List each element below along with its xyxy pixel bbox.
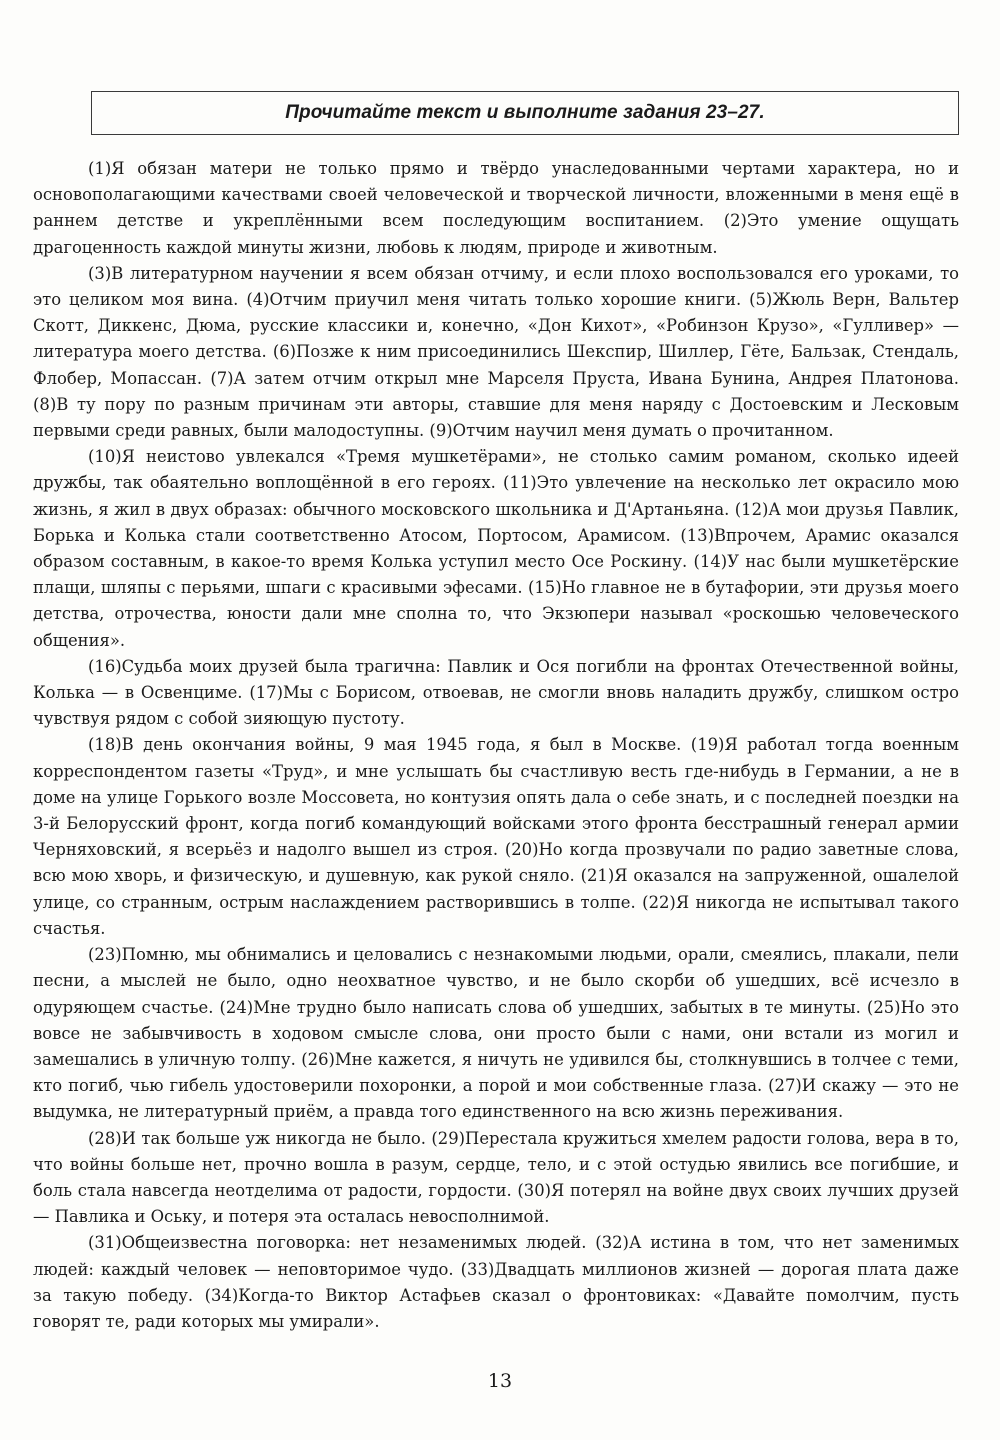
paragraph-2: (3)В литературном научении я всем обязан отчиму, и если плохо воспользовался его уроками, то это целиком моя вина. (4)Отчим приучил меня читать только хорошие книги. (5)Жюль Верн, Вальтер Скотт, Диккенс, Дюма, русские классики и, конечно, «Дон Кихот», «Робинзон Крузо», «Гулливер» — литература моего детства. (6)Позже к ним присоединились Шекспир, Шиллер, Гёте, Бальзак, Стендаль, Флобер, Мопассан. (7)А затем отчим открыл мне Марселя Пруста, Ивана Бунина, Андрея Платонова. (8)В ту пору по разным причинам эти авторы, ставшие для меня наряду с Достоевским и Лесковым первыми среди равных, были малодоступны. (9)Отчим научил меня думать о прочитанном. (33, 263, 959, 441)
paragraph-4: (16)Судьба моих друзей была трагична: Павлик и Ося погибли на фронтах Отечественной войны, Колька — в Освенциме. (17)Мы с Борисом, отвоевав, не смогли вновь наладить дружбу, слишком остро чувствуя рядом с собой зияющую пустоту. (33, 656, 959, 729)
paragraph-5: (18)В день окончания войны, 9 мая 1945 года, я был в Москве. (19)Я работал тогда военным корреспондентом газеты «Труд», и мне услышать бы счастливую весть где-нибудь в Германии, а не в доме на улице Горького возле Моссовета, но контузия опять дала о себе знать, и с последней поездки на 3-й Белорусский фронт, когда погиб командующий войсками этого фронта бесстрашный генерал армии Черняховский, я всерьёз и надолго вышел из строя. (20)Но когда прозвучали по радио заветные слова, всю мою хворь, и физическую, и душевную, как рукой сняло. (21)Я оказался на запруженной, ошалелой улице, со странным, острым наслаждением растворившись в толпе. (22)Я никогда не испытывал такого счастья. (33, 735, 959, 938)
paragraph-8: (31)Общеизвестна поговорка: нет незаменимых людей. (32)А истина в том, что нет заменимых людей: каждый человек — неповторимое чудо. (33)Двадцать миллионов жизней — дорогая плата даже за такую победу. (34)Когда-то Виктор Астафьев сказал о фронтовиках: «Давайте помолчим, пусть говорят те, ради которых мы умирали». (33, 1233, 959, 1331)
instruction-text: Прочитайте текст и выполните задания 23–27. (285, 102, 765, 123)
paragraph-7: (28)И так больше уж никогда не было. (29)Перестала кружиться хмелем радости голова, вера в то, что войны больше нет, прочно вошла в разум, сердце, тело, и с этой остудью явились все погибшие, и боль стала навсегда неотделима от радости, гордости. (30)Я потерял на войне двух своих лучших друзей — Павлика и Оську, и потеря эта осталась невосполнимой. (33, 1128, 959, 1227)
paragraph-1: (1)Я обязан матери не только прямо и твёрдо унаследованными чертами характера, но и основополагающими качествами своей человеческой и творческой личности, вложенными в меня ещё в раннем детстве и укреплёнными всем последующим воспитанием. (2)Это умение ощущать драгоценность каждой минуты жизни, любовь к людям, природе и животным. (33, 159, 959, 257)
instruction-box (91, 91, 959, 135)
reading-text (33, 156, 959, 1335)
paragraph-3: (10)Я неистово увлекался «Тремя мушкетёрами», не столько самим романом, сколько идеей дружбы, так обаятельно воплощённой в его героях. (11)Это увлечение на несколько лет окрасило мою жизнь, я жил в двух образах: обычного московского школьника и Д'Артаньяна. (12)А мои друзья Павлик, Борька и Колька стали соответственно Атосом, Портосом, Арамисом. (13)Впрочем, Арамис оказался образом составным, в какое-то время Колька уступил место Осе Роскину. (14)У нас были мушкетёрские плащи, шляпы с перьями, шпаги с красивыми эфесами. (15)Но главное не в бутафории, эти друзья моего детства, отрочества, юности дали мне сполна то, что Экзюпери называл «роскошью человеческого общения». (33, 447, 959, 650)
page-number: 13 (487, 1370, 513, 1392)
paragraph-6: (23)Помню, мы обнимались и целовались с незнакомыми людьми, орали, смеялись, плакали, пели песни, а мыслей не было, одно неохватное чувство, и не было скорби об ушедших, всё исчезло в одуряющем счастье. (24)Мне трудно было написать слова об ушедших, забытых в те минуты. (25)Но это вовсе не забывчивость в ходовом смысле слова, они просто были с нами, они встали из могил и замешались в уличную толпу. (26)Мне кажется, я ничуть не удивился бы, столкнувшись в толчее с теми, кто погиб, чью гибель удостоверили похоронки, а порой и мои собственные глаза. (27)И скажу — это не выдумка, не литературный приём, а правда того единственного на всю жизнь переживания. (33, 945, 959, 1122)
